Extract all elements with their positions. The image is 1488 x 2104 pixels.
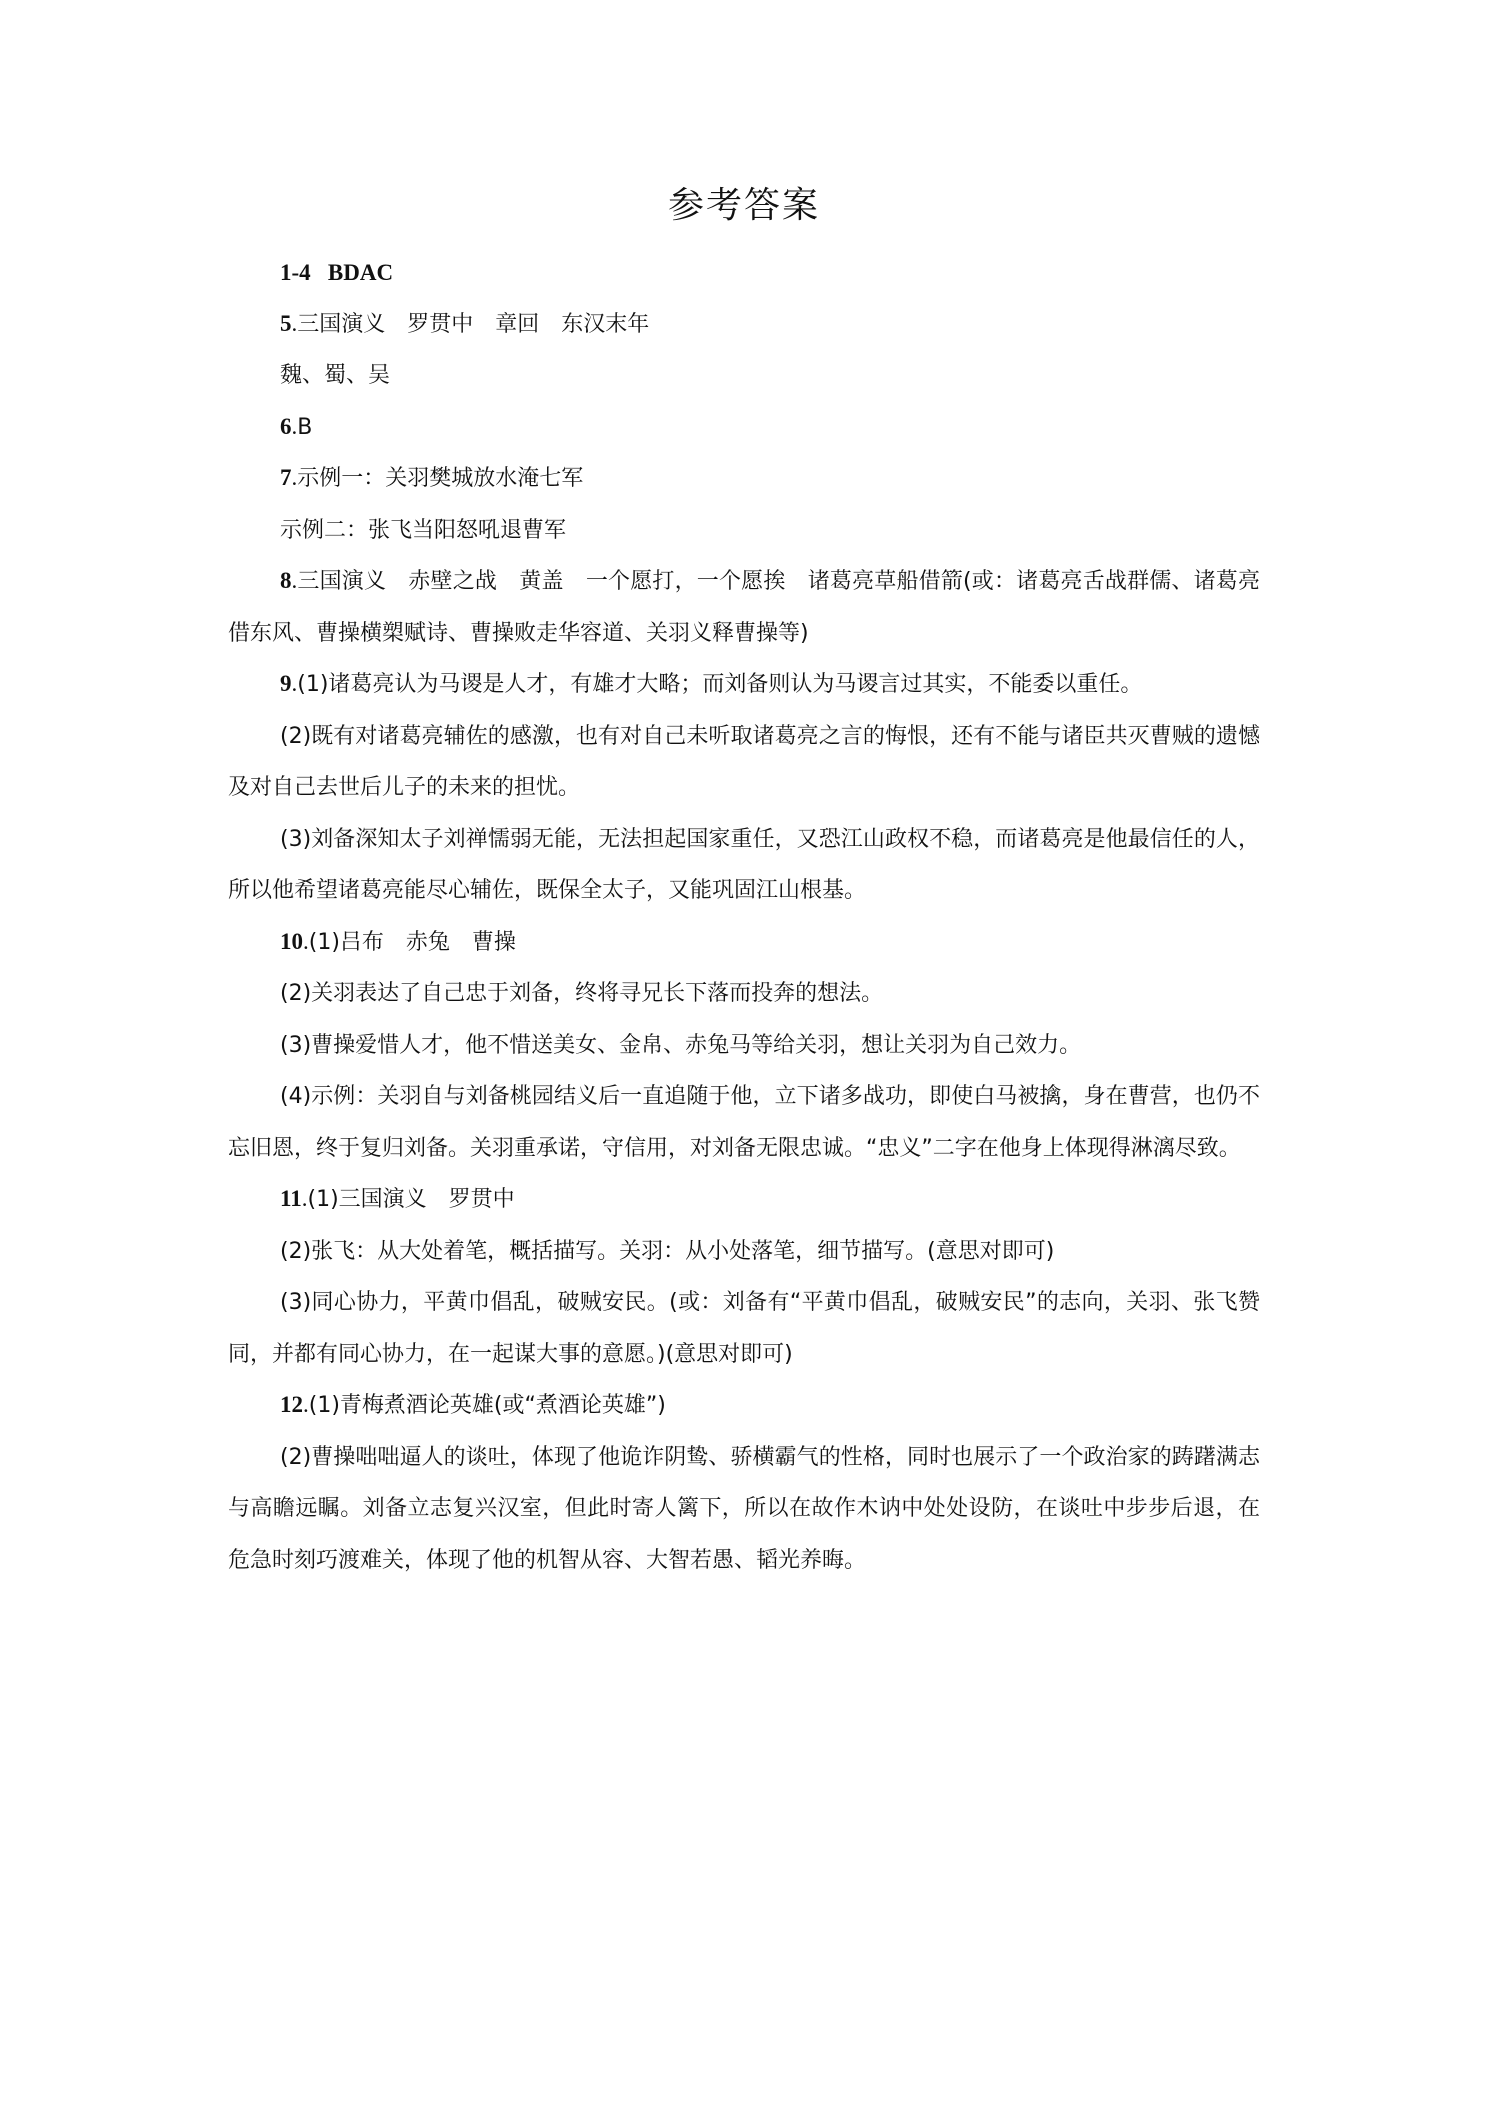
answer-separator: . bbox=[291, 568, 298, 593]
answer-text: (3)曹操爱惜人才，他不惜送美女、金帛、赤兔马等给关羽，想让关羽为自己效力。 bbox=[280, 1032, 1082, 1058]
answer-text: (1)三国演义 罗贯中 bbox=[307, 1187, 515, 1212]
answer-text: (2)既有对诸葛亮辅佐的感激，也有对自己未听取诸葛亮之言的悔恨，还有不能与诸臣共灭曹贼的遗憾及对自己去世后儿子的未来的担忧。 bbox=[228, 723, 1260, 800]
answer-text: (1)青梅煮酒论英雄(或“煮酒论英雄”) bbox=[308, 1393, 666, 1418]
answer-item-12 bbox=[228, 1380, 1260, 1432]
answer-separator: . bbox=[291, 413, 298, 439]
answer-separator: . bbox=[301, 1186, 308, 1211]
answer-number: 1-4 bbox=[280, 260, 311, 285]
answer-item-10-4 bbox=[228, 1071, 1260, 1174]
answer-separator: . bbox=[291, 465, 298, 490]
answer-item-9-3 bbox=[228, 814, 1260, 917]
answer-item-9-2 bbox=[228, 711, 1260, 814]
answer-text: (2)关羽表达了自己忠于刘备，终将寻兄长下落而投奔的想法。 bbox=[280, 981, 884, 1006]
answer-item-5-continued bbox=[228, 350, 1260, 402]
answer-choices: BDAC bbox=[327, 260, 394, 285]
answer-text: (3)同心协力，平黄巾倡乱，破贼安民。(或：刘备有“平黄巾倡乱，破贼安民”的志向，关羽、张飞赞同，并都有同心协力，在一起谋大事的意愿。)(意思对即可) bbox=[228, 1290, 1260, 1367]
answer-text: 示例二：张飞当阳怒吼退曹军 bbox=[280, 517, 567, 543]
answer-number: 11 bbox=[280, 1186, 302, 1211]
answer-item-7 bbox=[228, 453, 1260, 505]
answer-text bbox=[311, 260, 393, 285]
answer-number: 9 bbox=[280, 671, 292, 696]
answer-text: 魏、蜀、吴 bbox=[280, 363, 391, 388]
answer-separator: . bbox=[303, 1392, 309, 1417]
answer-text: (3)刘备深知太子刘禅懦弱无能，无法担起国家重任，又恐江山政权不稳，而诸葛亮是他最信任的人，所以他希望诸葛亮能尽心辅佐，既保全太子，又能巩固江山根基。 bbox=[228, 826, 1260, 903]
answer-separator: . bbox=[291, 310, 298, 336]
answer-number: 8 bbox=[280, 568, 292, 593]
answer-number: 5 bbox=[280, 310, 292, 336]
answer-list bbox=[228, 248, 1260, 1586]
answer-text: (4)示例：关羽自与刘备桃园结义后一直追随于他，立下诸多战功，即使白马被擒，身在曹营，也仍不忘旧恩，终于复归刘备。关羽重承诺，守信用，对刘备无限忠诚。“忠义”二字在他身上体现得淋漓尽致。 bbox=[228, 1084, 1260, 1161]
answer-item-11 bbox=[228, 1174, 1260, 1226]
answer-separator: . bbox=[291, 671, 298, 696]
answer-item-9 bbox=[228, 659, 1260, 711]
answer-item-6 bbox=[228, 402, 1260, 454]
answer-item-10 bbox=[228, 917, 1260, 969]
page-title: 参考答案 bbox=[667, 185, 820, 226]
answer-text: (1)吕布 赤兔 曹操 bbox=[308, 929, 516, 955]
answer-text: B bbox=[297, 414, 313, 440]
answer-item-8 bbox=[228, 556, 1260, 659]
answer-text: (1)诸葛亮认为马谡是人才，有雄才大略；而刘备则认为马谡言过其实，不能委以重任。 bbox=[297, 672, 1143, 697]
answer-number: 10 bbox=[280, 928, 303, 954]
answer-item-10-2 bbox=[228, 968, 1260, 1020]
answer-item-12-2 bbox=[228, 1432, 1260, 1587]
answer-number: 12 bbox=[280, 1392, 303, 1417]
answer-item-7-continued bbox=[228, 505, 1260, 557]
answer-item-11-2 bbox=[228, 1226, 1260, 1278]
answer-text: (2)张飞：从大处着笔，概括描写。关羽：从小处落笔，细节描写。(意思对即可) bbox=[280, 1238, 1055, 1264]
answer-text: 示例一：关羽樊城放水淹七军 bbox=[297, 466, 584, 491]
answer-item-1-4 bbox=[228, 248, 1260, 299]
answer-number: 6 bbox=[280, 413, 292, 439]
answer-item-10-3 bbox=[228, 1020, 1260, 1072]
answer-text: 三国演义 赤壁之战 黄盖 一个愿打，一个愿挨 诸葛亮草船借箭(或：诸葛亮舌战群儒、诸葛亮借东风、曹操横槊赋诗、曹操败走华容道、关羽义释曹操等) bbox=[228, 569, 1260, 646]
answer-item-5 bbox=[228, 299, 1260, 351]
answer-separator: . bbox=[303, 928, 309, 954]
answer-item-11-3 bbox=[228, 1277, 1260, 1380]
answer-number: 7 bbox=[280, 465, 292, 490]
answer-text: (2)曹操咄咄逼人的谈吐，体现了他诡诈阴鸷、骄横霸气的性格，同时也展示了一个政治家的踌躇满志与高瞻远瞩。刘备立志复兴汉室，但此时寄人篱下，所以在故作木讷中处处设防，在谈吐中步步后退，在危急时刻巧渡难关，体现了他的机智从容、大智若愚、韬光养晦。 bbox=[228, 1444, 1260, 1573]
answer-text: 三国演义 罗贯中 章回 东汉末年 bbox=[297, 311, 650, 337]
